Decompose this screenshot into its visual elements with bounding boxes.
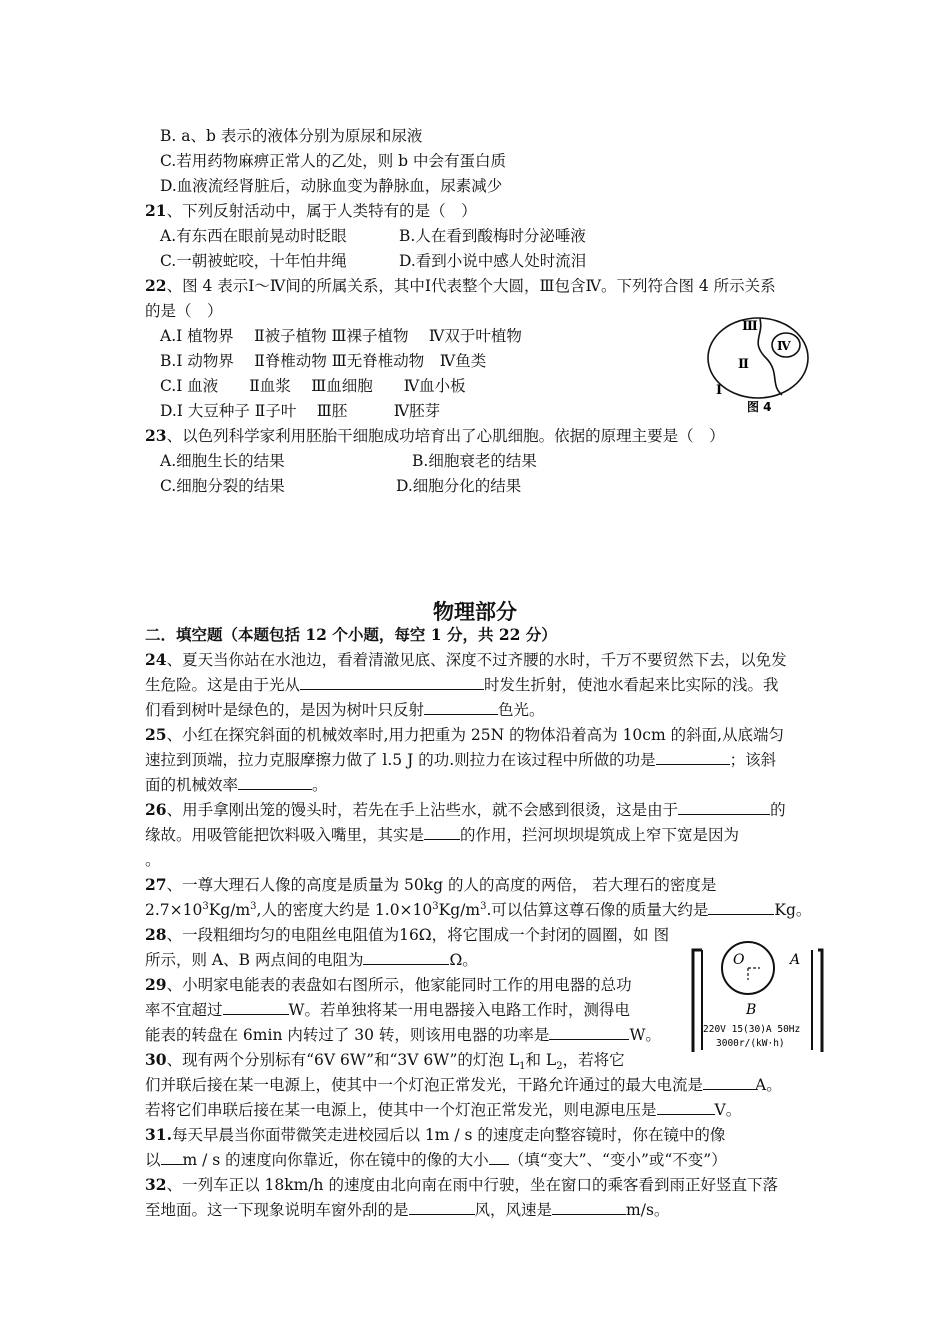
answer-blank[interactable] bbox=[238, 775, 312, 790]
answer-blank[interactable] bbox=[678, 800, 770, 815]
text: V。 bbox=[714, 1101, 742, 1119]
question-24-line2 bbox=[145, 675, 779, 695]
option-b-line: B. a、b 表示的液体分别为原尿和尿液 bbox=[160, 127, 423, 145]
question-26 bbox=[145, 800, 786, 820]
question-text: 、图 4 表示Ⅰ～Ⅳ间的所属关系，其中Ⅰ代表整个大圆，Ⅲ包含Ⅳ。下列符合图 4 所示关系 bbox=[166, 277, 776, 295]
text: 的作用，拦河坝坝堤筑成上窄下宽是因为 bbox=[460, 826, 740, 844]
question-number: 25 bbox=[145, 725, 167, 744]
question-28-line2 bbox=[145, 950, 478, 970]
question-29-line3 bbox=[145, 1025, 661, 1045]
question-24-line3 bbox=[145, 700, 545, 720]
text: 和 L bbox=[525, 1051, 557, 1069]
ring-leads bbox=[748, 968, 760, 980]
answer-blank[interactable] bbox=[424, 825, 460, 840]
text: 们看到树叶是绿色的，是因为树叶只反射 bbox=[145, 701, 425, 719]
question-text: 每天早晨当你面带微笑走进校园后以 1m / s 的速度走向整容镜时，你在镜中的像 bbox=[171, 1126, 726, 1144]
text: 能表的转盘在 6min 内转过了 30 转，则该用电器的功率是 bbox=[145, 1026, 550, 1044]
section-title-physics: 物理部分 bbox=[433, 599, 517, 624]
question-number: 26 bbox=[145, 800, 167, 819]
answer-blank[interactable] bbox=[549, 1025, 629, 1040]
option-d-line: D.血液流经肾脏后，动脉血变为静脉血，尿素减少 bbox=[160, 177, 503, 195]
question-text: 、一尊大理石人像的高度是质量为 50kg 的人的高度的两倍， 若大理石的密度是 bbox=[166, 876, 717, 894]
section-heading: 二．填空题（本题包括 12 个小题，每空 1 分，共 22 分） bbox=[145, 625, 557, 644]
question-25 bbox=[145, 725, 784, 745]
question-number: 29 bbox=[145, 975, 167, 994]
text: m/s。 bbox=[626, 1201, 670, 1219]
text: 。 bbox=[312, 776, 328, 794]
question-number: 30 bbox=[145, 1050, 167, 1069]
question-27 bbox=[145, 875, 716, 895]
text: 色光。 bbox=[498, 701, 545, 719]
question-30-line2 bbox=[145, 1075, 782, 1095]
label-i: Ⅰ bbox=[716, 383, 723, 398]
question-text: 、下列反射活动中，属于人类特有的是（ ） bbox=[166, 202, 477, 220]
question-text: 、小明家电能表的表盘如右图所示，他家能同时工作的用电器的总功 bbox=[166, 976, 632, 994]
superscript: 3 bbox=[480, 900, 487, 912]
question-31 bbox=[145, 1125, 725, 1145]
text: Kg。 bbox=[774, 901, 812, 919]
q21-option-a: A.有东西在眼前晃动时眨眼 bbox=[160, 227, 347, 245]
label-iv: Ⅳ bbox=[777, 339, 791, 353]
text: 2.7×10 bbox=[145, 901, 203, 919]
label-iii: Ⅲ bbox=[742, 319, 758, 334]
question-26-line2 bbox=[145, 825, 739, 845]
text: 率不宜超过 bbox=[145, 1001, 223, 1019]
question-25-line3 bbox=[145, 775, 328, 795]
text: W。若单独将某一用电器接入电路工作时，测得电 bbox=[288, 1001, 630, 1019]
q22-option-d: D.Ⅰ 大豆种子 Ⅱ子叶 Ⅲ胚 Ⅳ胚芽 bbox=[160, 402, 441, 420]
question-30-line3 bbox=[145, 1100, 741, 1120]
question-text: 、现有两个分别标有“6V 6W”和“3V 6W”的灯泡 L bbox=[166, 1051, 520, 1069]
text: Kg/m bbox=[438, 901, 481, 919]
text: .可以估算这尊石像的质量大约是 bbox=[486, 901, 709, 919]
question-24 bbox=[145, 650, 787, 670]
question-number: 31. bbox=[145, 1125, 172, 1144]
question-30 bbox=[145, 1050, 625, 1073]
answer-blank[interactable] bbox=[300, 675, 484, 690]
divider-curve bbox=[758, 319, 782, 395]
question-text: 、夏天当你站在水池边，看着清澈见底、深度不过齐腰的水时，千万不要贸然下去，以免发 bbox=[166, 651, 787, 669]
text: 所示，则 A、B 两点间的电阻为 bbox=[145, 951, 364, 969]
text: 的 bbox=[770, 801, 786, 819]
point-a: A bbox=[790, 952, 801, 968]
question-number: 27 bbox=[145, 875, 167, 894]
answer-blank[interactable] bbox=[489, 1150, 509, 1165]
meter-frame-outer bbox=[693, 950, 822, 1052]
question-21 bbox=[145, 201, 477, 221]
q23-option-c: C.细胞分裂的结果 bbox=[160, 477, 285, 495]
q21-option-b: B.人在看到酸梅时分泌唾液 bbox=[399, 227, 586, 245]
text: 缘故。用吸管能把饮料吸入嘴里，其实是 bbox=[145, 826, 425, 844]
figure-4-venn-diagram bbox=[700, 310, 815, 418]
question-23 bbox=[145, 426, 725, 446]
text: ；该斜 bbox=[729, 751, 777, 769]
question-28 bbox=[145, 925, 669, 945]
question-number: 24 bbox=[145, 650, 167, 669]
answer-blank[interactable] bbox=[708, 900, 774, 915]
question-25-line2 bbox=[145, 750, 776, 770]
question-text: 、一列车正以 18km/h 的速度由北向南在雨中行驶，坐在窗口的乘客看到雨正好竖直下落 bbox=[166, 1176, 778, 1194]
answer-blank[interactable] bbox=[703, 1075, 755, 1090]
answer-blank[interactable] bbox=[424, 700, 498, 715]
text: 时发生折射，使池水看起来比实际的浅。我 bbox=[484, 676, 779, 694]
text: 风，风速是 bbox=[474, 1201, 553, 1219]
text: 面的机械效率 bbox=[145, 776, 239, 794]
electric-meter-figure bbox=[690, 922, 825, 1057]
label-ii: Ⅱ bbox=[738, 357, 749, 372]
question-32 bbox=[145, 1175, 778, 1195]
superscript: 3 bbox=[250, 900, 257, 912]
text: （填“变大”、“变小”或“不变”） bbox=[508, 1151, 727, 1169]
question-32-line2 bbox=[145, 1200, 669, 1220]
question-number: 23 bbox=[145, 426, 167, 445]
question-text: 、用手拿刚出笼的馒头时，若先在手上沾些水，就不会感到很烫，这是由于 bbox=[166, 801, 679, 819]
superscript: 3 bbox=[432, 900, 439, 912]
question-22-cont: 的是（ ） bbox=[145, 302, 223, 320]
text: 若将它们串联后接在某一电源上，使其中一个灯泡正常发光，则电源电压是 bbox=[145, 1101, 657, 1119]
question-27-line2 bbox=[145, 900, 811, 920]
text: m / s 的速度向你靠近，你在镜中的像的大小 bbox=[182, 1151, 489, 1169]
q23-option-a: A.细胞生长的结果 bbox=[160, 452, 285, 470]
point-b: B bbox=[746, 1002, 757, 1018]
q21-option-c: C.一朝被蛇咬，十年怕井绳 bbox=[160, 252, 347, 270]
question-26-line3: 。 bbox=[145, 851, 161, 869]
question-31-line2 bbox=[145, 1150, 727, 1170]
question-number: 22 bbox=[145, 276, 167, 295]
q22-option-b: B.Ⅰ 动物界 Ⅱ脊椎动物 Ⅲ无脊椎动物 Ⅳ鱼类 bbox=[160, 352, 487, 370]
text: 们并联后接在某一电源上，使其中一个灯泡正常发光，干路允许通过的最大电流是 bbox=[145, 1076, 704, 1094]
figure-caption: 图 4 bbox=[747, 400, 772, 414]
question-22 bbox=[145, 276, 776, 296]
answer-blank[interactable] bbox=[552, 1200, 626, 1215]
text: 速拉到顶端，拉力克服摩擦力做了 l.5 J 的功.则拉力在该过程中所做的功是 bbox=[145, 751, 656, 769]
meter-revolutions: 3000r/(kW·h) bbox=[716, 1038, 785, 1049]
answer-blank[interactable] bbox=[363, 950, 449, 965]
text: 生危险。这是由于光从 bbox=[145, 676, 301, 694]
q21-option-d: D.看到小说中感人处时流泪 bbox=[399, 252, 587, 270]
subscript: 1 bbox=[519, 1061, 526, 1073]
question-29-line2 bbox=[145, 1000, 630, 1020]
q22-option-c: C.Ⅰ 血液 Ⅱ血浆 Ⅲ血细胞 Ⅳ血小板 bbox=[160, 377, 466, 395]
text: 以 bbox=[145, 1151, 161, 1169]
point-o: O bbox=[733, 952, 745, 968]
answer-blank[interactable] bbox=[656, 750, 730, 765]
question-number: 32 bbox=[145, 1175, 167, 1194]
subscript: 2 bbox=[556, 1061, 563, 1073]
q22-option-a: A.Ⅰ 植物界 Ⅱ被子植物 Ⅲ裸子植物 Ⅳ双于叶植物 bbox=[160, 327, 522, 345]
answer-blank[interactable] bbox=[409, 1200, 475, 1215]
question-text: 、一段粗细均匀的电阻丝电阻值为16Ω，将它围成一个封闭的圆圈，如 图 bbox=[166, 926, 670, 944]
text: Kg/m bbox=[208, 901, 251, 919]
text: ，若将它 bbox=[562, 1051, 625, 1069]
question-number: 28 bbox=[145, 925, 167, 944]
q23-option-b: B.细胞衰老的结果 bbox=[412, 452, 537, 470]
question-number: 21 bbox=[145, 201, 167, 220]
circle-i bbox=[708, 318, 808, 398]
answer-blank[interactable] bbox=[223, 1000, 289, 1015]
q23-option-d: D.细胞分化的结果 bbox=[396, 477, 522, 495]
option-c-line: C.若用药物麻痹正常人的乙处，则 b 中会有蛋白质 bbox=[160, 152, 507, 170]
text: A。 bbox=[755, 1076, 782, 1094]
question-text: 、小红在探究斜面的机械效率时,用力把重为 25N 的物体沿着高为 10cm 的斜面,从底端匀 bbox=[166, 726, 785, 744]
superscript: 3 bbox=[202, 900, 209, 912]
answer-blank[interactable] bbox=[657, 1100, 715, 1115]
text: 至地面。这一下现象说明车窗外刮的是 bbox=[145, 1201, 409, 1219]
answer-blank[interactable] bbox=[161, 1150, 183, 1165]
question-29 bbox=[145, 975, 632, 995]
question-text: 、以色列科学家利用胚胎干细胞成功培育出了心肌细胞。依据的原理主要是（ ） bbox=[166, 427, 725, 445]
text: ,人的密度大约是 1.0×10 bbox=[256, 901, 433, 919]
text: W。 bbox=[629, 1026, 661, 1044]
text: Ω。 bbox=[449, 951, 478, 969]
meter-spec: 220V 15(30)A 50Hz bbox=[703, 1024, 801, 1035]
